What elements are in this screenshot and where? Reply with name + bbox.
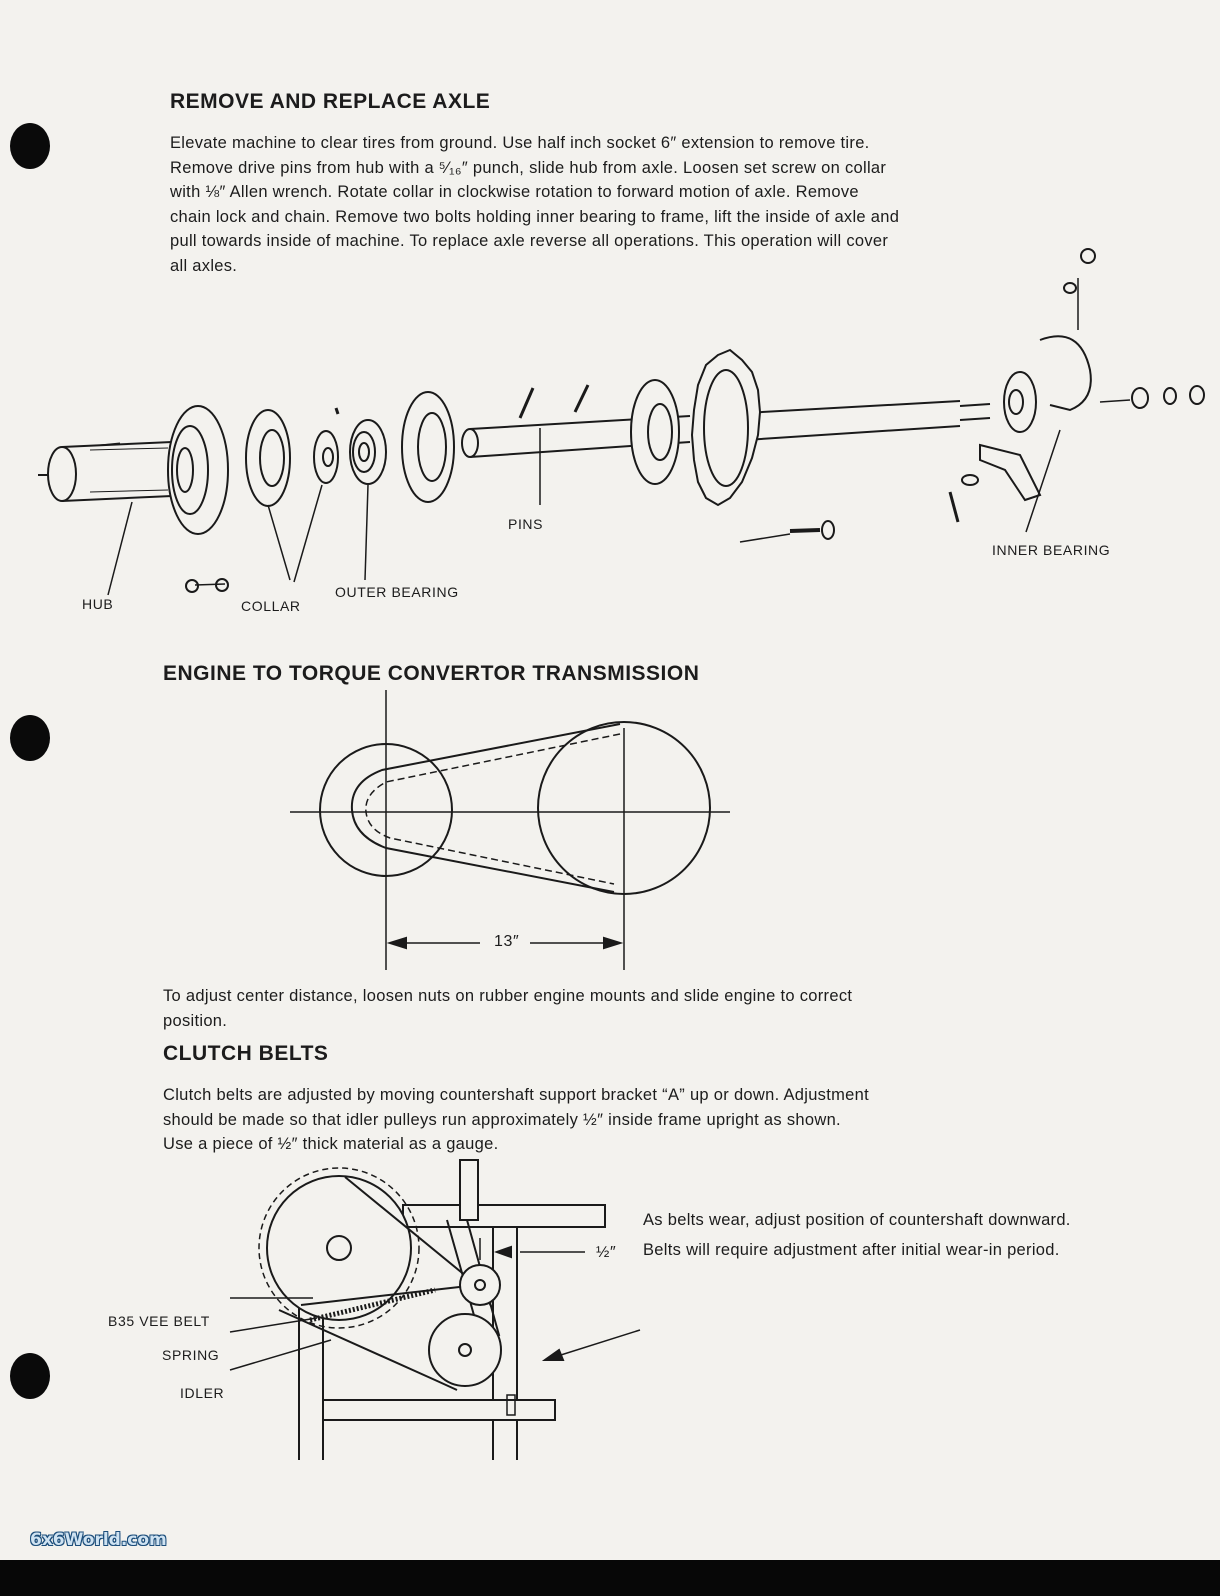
idler-label: IDLER [180, 1385, 225, 1401]
outer-bearing-label: OUTER BEARING [335, 584, 459, 600]
torque-section-title: ENGINE TO TORQUE CONVERTOR TRANSMISSION [163, 662, 700, 685]
clutch-belt-diagram [235, 1160, 655, 1460]
axle-line: with ⅛″ Allen wrench. Rotate collar in clockwise rotation to forward motion of axle. Remove [170, 183, 859, 201]
hub-label: HUB [82, 596, 114, 612]
axle-instructions [170, 131, 1090, 278]
belt-wear-note [643, 1205, 1183, 1265]
clutch-line: Use a piece of ½″ thick material as a gauge. [163, 1135, 499, 1153]
note-line: Belts will require adjustment after initial wear-in period. [643, 1241, 1060, 1259]
inner-bearing-drawing [790, 249, 1204, 539]
clutch-instructions [163, 1083, 1063, 1157]
vee-belt-label: B35 VEE BELT [108, 1313, 210, 1329]
torque-instructions [163, 984, 1063, 1033]
outer-bearing-drawing [350, 392, 454, 502]
inner-bearing-label: INNER BEARING [992, 542, 1111, 558]
torque-convertor-diagram [290, 690, 750, 970]
binder-hole-bottom [10, 1353, 50, 1399]
axle-line: all axles. [170, 256, 238, 275]
collar-label: COLLAR [241, 598, 301, 614]
clutch-section-title: CLUTCH BELTS [163, 1042, 329, 1065]
torque-line: position. [163, 1011, 228, 1030]
site-watermark: 6x6World.com [30, 1530, 167, 1550]
torque-line: To adjust center distance, loosen nuts on rubber engine mounts and slide engine to correct [163, 987, 853, 1005]
scan-bottom-edge [0, 1560, 1220, 1596]
hub-drawing [38, 406, 228, 534]
note-line: As belts wear, adjust position of countershaft downward. [643, 1211, 1071, 1229]
collar-drawing [246, 408, 338, 506]
binder-hole-top [10, 123, 50, 169]
spring-label: SPRING [162, 1347, 220, 1363]
center-distance-dimension: 13″ [494, 933, 520, 950]
clutch-line: Clutch belts are adjusted by moving countershaft support bracket “A” up or down. Adjustment [163, 1086, 869, 1104]
pins-label: PINS [508, 516, 544, 532]
half-inch-label: ½″ [596, 1244, 617, 1261]
axle-section-title: REMOVE AND REPLACE AXLE [170, 90, 491, 113]
binder-hole-middle [10, 715, 50, 761]
axle-line: Elevate machine to clear tires from ground. Use half inch socket 6″ extension to remove tire. [170, 134, 870, 152]
axle-line: pull towards inside of machine. To replace axle reverse all operations. This operation will cover [170, 232, 889, 250]
sprocket-drawing [631, 350, 760, 505]
axle-line: Remove drive pins from hub with a ⁵⁄₁₆″ punch, slide hub from axle. Loosen set screw on collar [170, 158, 887, 177]
clutch-line: should be made so that idler pulleys run approximately ½″ inside frame upright as shown. [163, 1110, 841, 1129]
axle-line: chain lock and chain. Remove two bolts holding inner bearing to frame, lift the inside of axle and [170, 207, 900, 226]
